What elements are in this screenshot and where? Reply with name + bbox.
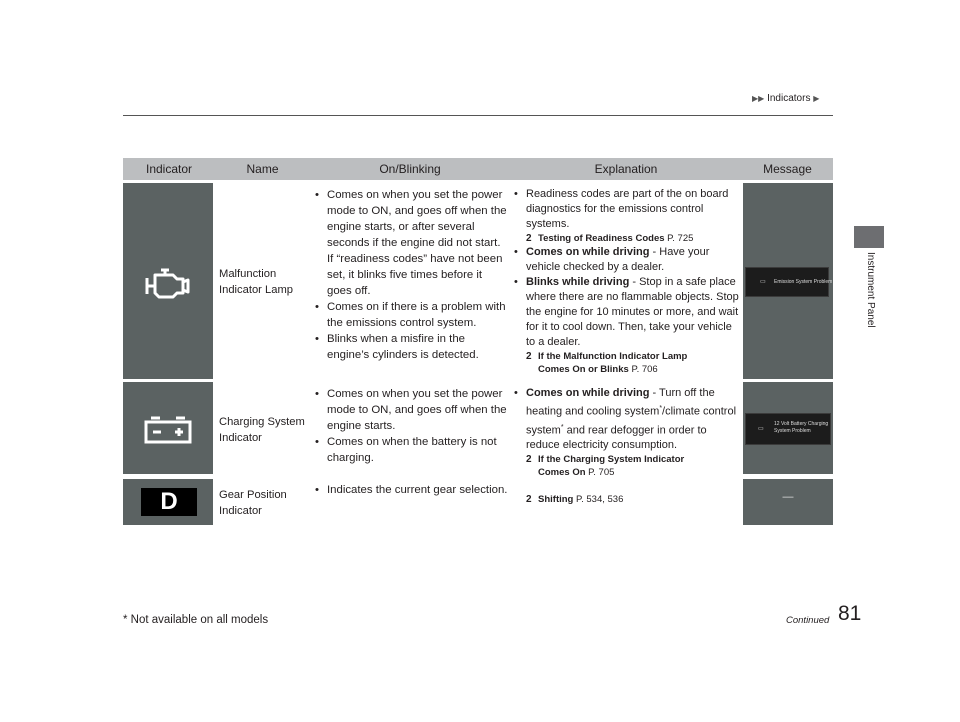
header-name: Name [246, 162, 279, 176]
section-label: Instrument Panel [865, 252, 876, 328]
list-item: • Readiness codes are part of the on board diagnostics for the emissions control systems. [512, 187, 740, 232]
indicator-name: Indicator Lamp [219, 284, 294, 296]
list-item: • Blinks while driving - Stop in a safe place where there are no flammable objects. Stop the engine for 10 minutes or more, and wait for it to cool down. Then, take your vehicle to a dealer. [512, 275, 740, 350]
table-header [123, 158, 833, 180]
battery-icon [143, 415, 193, 445]
indicator-name: Indicator [219, 432, 262, 444]
on-blinking-cell [313, 183, 508, 379]
explanation-cell [512, 382, 740, 479]
table-row [123, 183, 833, 379]
header-message: Message [763, 162, 812, 176]
message-cell [743, 382, 833, 474]
header-indicator: Indicator [145, 162, 193, 176]
reference-marker: 2 [526, 351, 532, 362]
name-cell [219, 382, 311, 474]
gear-d-icon: D [141, 488, 197, 516]
message-text: Emission System Problem [774, 279, 833, 285]
check-engine-icon [143, 267, 191, 301]
list-item: • Comes on when you set the power mode to ON, and goes off when the engine starts. [313, 386, 508, 434]
header-on-blinking: On/Blinking [379, 162, 441, 176]
list-item: • Comes on while driving - Have your vehicle checked by a dealer. [512, 245, 740, 275]
header-explanation: Explanation [594, 162, 658, 176]
cross-reference[interactable]: 2 Shifting P. 534, 536 [526, 494, 624, 505]
list-item: • Comes on if there is a problem with the emissions control system. [313, 299, 508, 331]
breadcrumb-arrow-icon: ▶▶ [752, 94, 765, 103]
cross-reference[interactable]: 2 If the Malfunction Indicator Lamp Comes On or Blinks P. 706 [526, 351, 688, 375]
indicator-name: Indicator [219, 505, 262, 517]
on-blinking-cell [313, 479, 508, 525]
breadcrumb-label: Indicators [767, 93, 811, 104]
footnote: * Not available on all models [123, 614, 269, 626]
breadcrumb [752, 93, 819, 104]
cross-reference[interactable]: 2 If the Charging System Indicator Comes On P. 705 [526, 454, 685, 479]
message-display [745, 267, 833, 297]
name-cell [219, 183, 309, 379]
message-cell [743, 479, 833, 525]
indicator-cell [123, 183, 213, 379]
header-rule [123, 115, 833, 116]
list-item: • Indicates the current gear selection. [313, 482, 508, 498]
reference-marker: 2 [526, 494, 532, 505]
explanation-cell [512, 479, 740, 525]
indicator-cell [123, 479, 213, 525]
breadcrumb-arrow-icon: ▶ [813, 94, 820, 103]
indicator-name: Malfunction [219, 268, 277, 280]
list-item: • Comes on while driving - Turn off the heating and cooling system*/climate control system* and rear defogger in order to reduce electricity consumption. [512, 386, 740, 453]
section-tab [854, 226, 884, 248]
list-item: • Comes on when you set the power mode to ON, and goes off when the engine starts, or after several seconds if the engine did not start. If “readiness codes” have not been set, it blinks five times before it goes off. [313, 187, 508, 299]
table-row [123, 479, 833, 525]
reference-marker: 2 [526, 454, 532, 466]
list-item: • Comes on when the battery is not charging. [313, 434, 508, 466]
explanation-cell [512, 183, 740, 379]
indicator-name: Charging System [219, 416, 305, 428]
message-cell [743, 183, 833, 379]
message-dash: — [782, 491, 794, 503]
page-number: 81 [838, 602, 862, 625]
message-text: 12 Volt Battery Charging [774, 421, 829, 427]
on-blinking-cell [313, 382, 508, 474]
message-display [745, 413, 831, 445]
engine-mini-icon: ▭ [760, 279, 766, 285]
continued-label: Continued [786, 615, 830, 626]
indicator-cell [123, 382, 213, 474]
message-text: System Problem [774, 428, 811, 434]
indicator-name: Gear Position [219, 489, 287, 501]
list-item: • Blinks when a misfire in the engine’s cylinders is detected. [313, 331, 508, 363]
battery-mini-icon: ▭ [758, 426, 764, 432]
reference-marker: 2 [526, 233, 532, 244]
cross-reference[interactable]: 2 Testing of Readiness Codes P. 725 [526, 233, 694, 244]
name-cell [219, 479, 309, 525]
table-row [123, 382, 833, 479]
